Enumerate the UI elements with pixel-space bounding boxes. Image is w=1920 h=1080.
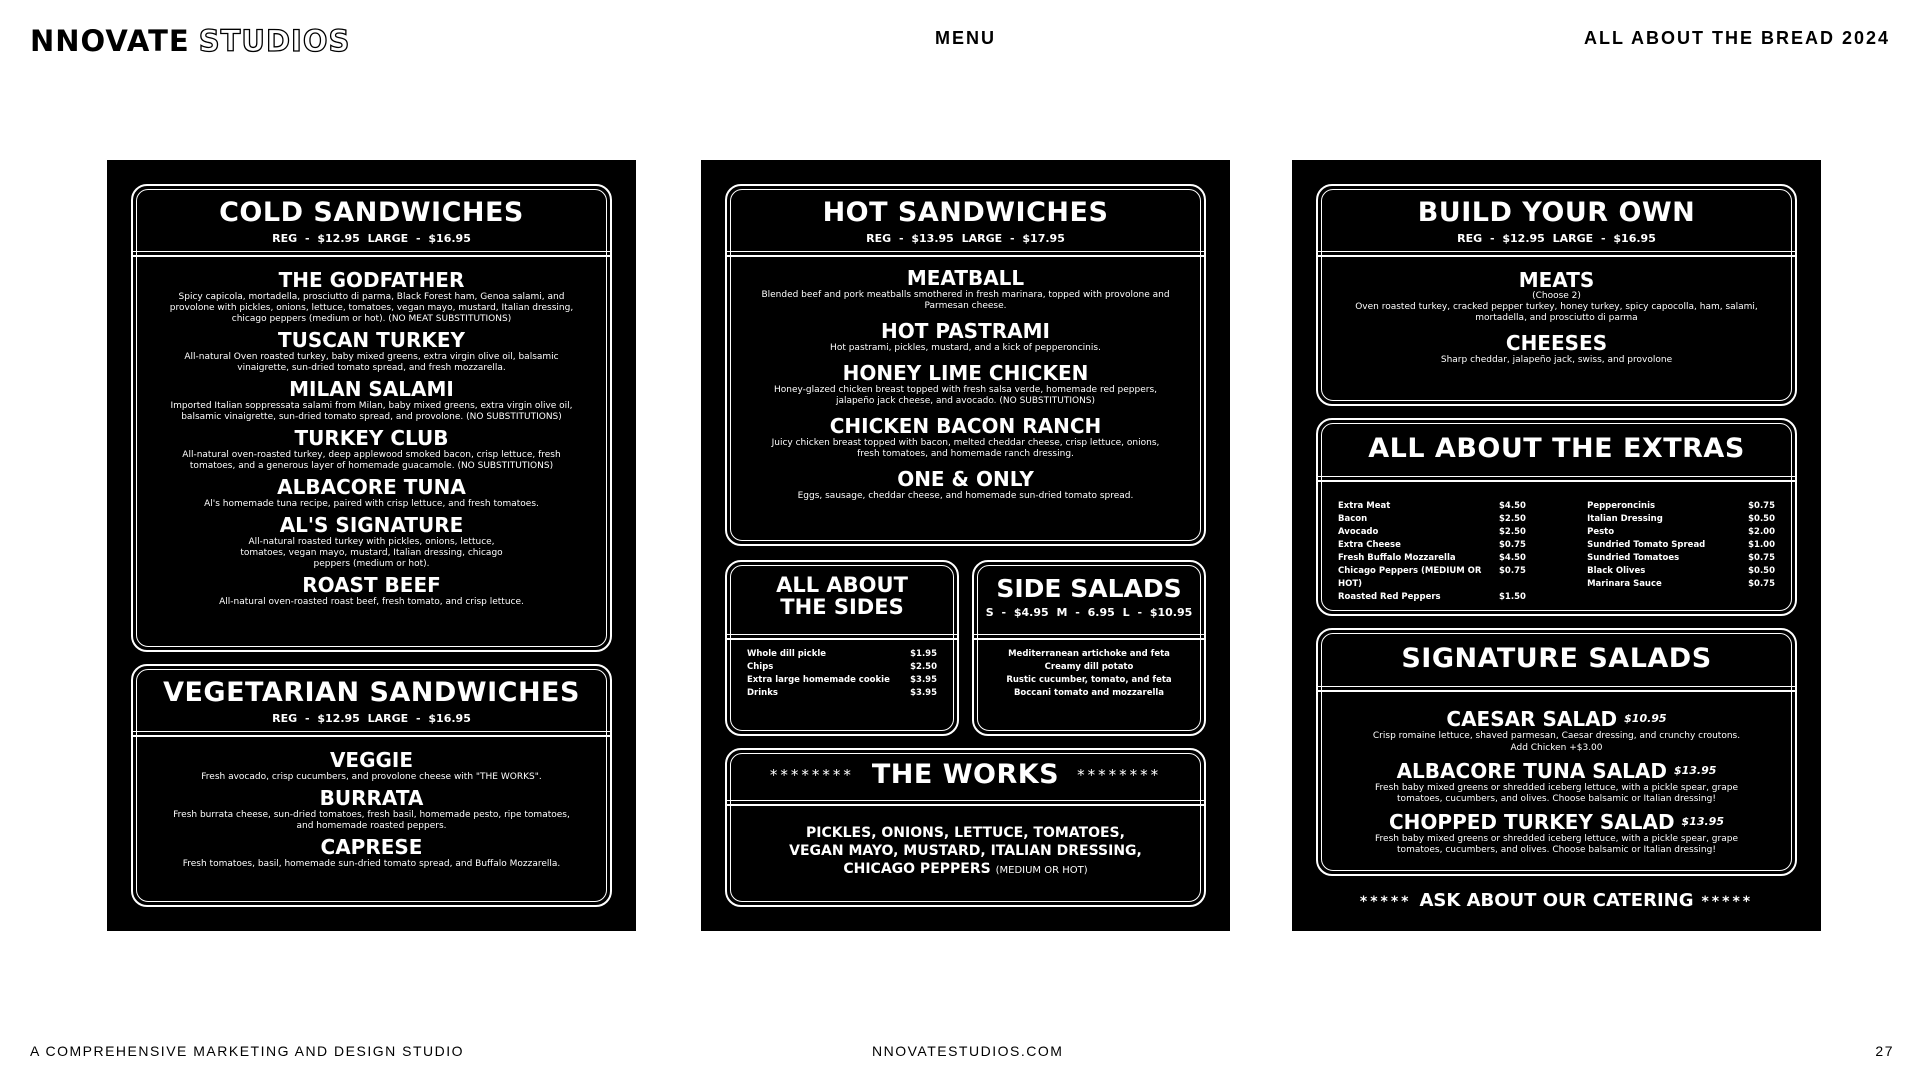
footer-website: NNOVATESTUDIOS.COM (872, 1043, 1064, 1059)
menu-item-name: ALBACORE TUNA SALAD $^{\$13.95}$ (1396, 759, 1717, 783)
section-title: BUILD YOUR OWN (1417, 197, 1696, 228)
menu-item-desc: Fresh tomatoes, basil, homemade sun-dried tomato spread, and Buffalo Mozzarella. (182, 859, 561, 869)
section-title: ALL ABOUT THE EXTRAS (1368, 433, 1745, 464)
menu-item-name: CHOPPED TURKEY SALAD $^{\$13.95}$ (1389, 810, 1724, 834)
menu-item-desc: Al's homemade tuna recipe, paired with crisp lettuce, and fresh tomatoes. (204, 499, 539, 509)
section-header (1318, 186, 1795, 257)
menu-item-desc: Fresh baby mixed greens or shredded iceberg lettuce, with a pickle spear, grape tomatoes, cucumbers, and olives. Choose balsamic or Italian dressing! (1375, 783, 1738, 804)
menu-item-note: (Choose 2) (1532, 291, 1581, 301)
side-salads-section (972, 560, 1206, 736)
menu-item-desc: Oven roasted turkey, cracked pepper turkey, honey turkey, spicy capocolla, ham, salami, mortadella, and prosciutto di parma (1355, 302, 1758, 323)
menu-item-name: CAESAR SALAD $^{\$10.95}$ (1446, 707, 1667, 731)
menu-item-desc: Blended beef and pork meatballs smothered in fresh marinara, topped with provolone and Parmesan cheese. (761, 290, 1170, 311)
menu-item-name: TUSCAN TURKEY (277, 328, 466, 352)
section-header (727, 750, 1204, 806)
section-header (133, 186, 610, 257)
section-header (1318, 630, 1795, 692)
studio-logo (30, 24, 350, 59)
page-number: 27 (1875, 1043, 1894, 1059)
extras-column-right (1587, 500, 1775, 604)
list-item: Boccani tomato and mozzarella (1013, 688, 1165, 698)
menu-item-name: HONEY LIME CHICKEN (842, 361, 1089, 385)
menu-item-name: MEATBALL (906, 266, 1025, 290)
stars-decoration: ***** (1701, 894, 1754, 910)
list-item: Creamy dill potato (1044, 662, 1134, 672)
section-price: REG - $12.95 LARGE - $16.95 (272, 232, 471, 245)
menu-item-desc: Fresh avocado, crisp cucumbers, and provolone cheese with "THE WORKS". (201, 772, 542, 782)
menu-item-desc: Juicy chicken breast topped with bacon, melted cheddar cheese, crisp lettuce, onions, fresh tomatoes, and homemade ranch dressing. (771, 438, 1160, 459)
section-price: REG - $12.95 LARGE - $16.95 (272, 712, 471, 725)
stars-decoration: ******** (769, 766, 854, 784)
list-item: Pesto $2.00 (1587, 527, 1775, 537)
list-item: Roasted Red Peppers $1.50 (1338, 592, 1526, 602)
works-line: PICKLES, ONIONS, LETTUCE, TOMATOES, (806, 825, 1125, 841)
section-title: VEGETARIAN SANDWICHES (163, 677, 580, 708)
section-title: COLD SANDWICHES (219, 197, 524, 228)
catering-banner (1292, 890, 1821, 911)
list-item: Sundried Tomato Spread $1.00 (1587, 540, 1775, 550)
list-item: Black Olives $0.50 (1587, 566, 1775, 576)
menu-board-hot (701, 160, 1230, 931)
section-header (133, 666, 610, 737)
build-your-own-section (1316, 184, 1797, 406)
menu-item-desc: Hot pastrami, pickles, mustard, and a kick of pepperoncinis. (830, 343, 1101, 353)
salad-price: $10.95 (1624, 712, 1667, 725)
menu-item-name: HOT PASTRAMI (881, 319, 1050, 343)
section-title: SIDE SALADS (996, 574, 1182, 603)
menu-item-desc: Crisp romaine lettuce, shaved parmesan, Caesar dressing, and crunchy croutons. (1372, 731, 1741, 741)
menu-item-name: ONE & ONLY (897, 467, 1034, 491)
salad-price: $13.95 (1673, 764, 1717, 777)
list-item: Mediterranean artichoke and feta (1008, 649, 1170, 659)
section-title-line2: THE SIDES (780, 595, 904, 619)
list-item: Italian Dressing $0.50 (1587, 514, 1775, 524)
menu-item-extra: Add Chicken +$3.00 (1510, 743, 1603, 753)
menu-item-name: CAPRESE (320, 835, 423, 859)
extras-price-list (1318, 482, 1795, 604)
menu-item-desc: Spicy capicola, mortadella, prosciutto di parma, Black Forest ham, Genoa salami, and provolone with pickles, onions, lettuce, tomatoes, vegan mayo, mustard, Italian dressing, chicago peppers (medium or hot). (NO MEAT SUBSTITUTIONS) (169, 292, 574, 324)
side-salads-list (974, 640, 1204, 700)
menu-item-desc: Eggs, sausage, cheddar cheese, and homemade sun-dried tomato spread. (797, 491, 1134, 501)
menu-item-desc: Imported Italian soppressata salami from Milan, baby mixed greens, extra virgin olive oil, balsamic vinaigrette, sun-dried tomato spread, and provolone. (NO SUBSTITUTIONS) (170, 401, 573, 422)
section-header (1318, 420, 1795, 482)
menu-board-build-extras (1292, 160, 1821, 931)
stars-decoration: ***** (1359, 894, 1412, 910)
menu-item-name: ROAST BEEF (302, 573, 441, 597)
list-item: Fresh Buffalo Mozzarella $4.50 (1338, 553, 1526, 563)
header-menu-label: MENU (935, 28, 996, 48)
item-list (1318, 257, 1795, 366)
salad-price: $13.95 (1681, 815, 1724, 828)
menu-item-desc: All-natural Oven roasted turkey, baby mixed greens, extra virgin olive oil, balsamic vinaigrette, sun-dried tomato spread, and fresh mozzarella. (184, 352, 559, 373)
menu-item-desc: Honey-glazed chicken breast topped with fresh salsa verde, homemade red peppers, jalapeño jack cheese, and avocado. (NO SUBSTITUTIONS) (773, 385, 1158, 406)
menu-item-desc: All-natural oven-roasted roast beef, fresh tomato, and crisp lettuce. (219, 597, 524, 607)
menu-item-desc: Fresh burrata cheese, sun-dried tomatoes, fresh basil, homemade pesto, ripe tomatoes, and homemade roasted peppers. (173, 810, 570, 831)
section-title: SIGNATURE SALADS (1401, 643, 1712, 674)
the-works-section (725, 748, 1206, 907)
section-header (727, 562, 957, 640)
menu-item-name: CHEESES (1505, 331, 1608, 355)
works-line: VEGAN MAYO, MUSTARD, ITALIAN DRESSING, (789, 843, 1142, 859)
all-about-the-extras-section (1316, 418, 1797, 616)
list-item: Marinara Sauce $0.75 (1587, 579, 1775, 589)
works-note: (MEDIUM OR HOT) (995, 865, 1088, 876)
list-item: Extra Meat $4.50 (1338, 501, 1526, 511)
catering-text: ASK ABOUT OUR CATERING (1419, 890, 1694, 911)
menu-item-name: MEATS (1518, 268, 1595, 292)
all-about-the-sides-section (725, 560, 959, 736)
section-header (727, 186, 1204, 257)
menu-item-desc: All-natural roasted turkey with pickles, onions, lettuce, tomatoes, vegan mayo, mustard, Italian dressing, chicago peppers (medium or hot). (240, 537, 503, 569)
menu-item-name: TURKEY CLUB (294, 426, 449, 450)
item-list (133, 737, 610, 870)
sides-price-list (727, 640, 957, 700)
menu-item-name: THE GODFATHER (278, 268, 465, 292)
list-item: Whole dill pickle $1.95 (747, 649, 937, 659)
footer-tagline: A COMPREHENSIVE MARKETING AND DESIGN STUDIO (30, 1043, 465, 1059)
vegetarian-sandwiches-section (131, 664, 612, 907)
header-title: ALL ABOUT THE BREAD 2024 (1583, 28, 1890, 48)
menu-item-name: ALBACORE TUNA (277, 475, 466, 499)
logo-outline-text: STUDIOS (198, 24, 351, 58)
list-item: Rustic cucumber, tomato, and feta (1006, 675, 1172, 685)
signature-salads-section (1316, 628, 1797, 876)
works-ingredients (727, 806, 1204, 880)
menu-item-desc: Sharp cheddar, jalapeño jack, swiss, and provolone (1440, 355, 1673, 365)
section-price: REG - $13.95 LARGE - $17.95 (866, 232, 1065, 245)
hot-sandwiches-section (725, 184, 1206, 546)
list-item: Avocado $2.50 (1338, 527, 1526, 537)
list-item: Sundried Tomatoes $0.75 (1587, 553, 1775, 563)
list-item: Bacon $2.50 (1338, 514, 1526, 524)
section-title: THE WORKS (871, 759, 1060, 790)
list-item: Chicago Peppers (MEDIUM OR HOT) $0.75 (1338, 566, 1526, 589)
menu-item-name: MILAN SALAMI (289, 377, 454, 401)
section-title: HOT SANDWICHES (822, 197, 1109, 228)
menu-board-cold-veg (107, 160, 636, 931)
list-item: Chips $2.50 (747, 662, 937, 672)
stars-decoration: ******** (1077, 766, 1162, 784)
list-item: Drinks $3.95 (747, 688, 937, 698)
list-item: Pepperoncinis $0.75 (1587, 501, 1775, 511)
item-list (1318, 692, 1795, 856)
extras-column-left (1338, 500, 1526, 604)
works-title-row (727, 750, 1204, 804)
list-item: Extra large homemade cookie $3.95 (747, 675, 937, 685)
logo-bold-text: NNOVATE (30, 24, 190, 58)
item-list (727, 257, 1204, 502)
list-item: Extra Cheese $0.75 (1338, 540, 1526, 550)
section-price: S - $4.95 M - 6.95 L - $10.95 (985, 606, 1193, 619)
cold-sandwiches-section (131, 184, 612, 652)
menu-item-desc: All-natural oven-roasted turkey, deep applewood smoked bacon, crisp lettuce, fresh tomatoes, and a generous layer of homemade guacamole. (NO SUBSTITUTIONS) (182, 450, 561, 471)
section-price: REG - $12.95 LARGE - $16.95 (1457, 232, 1656, 245)
menu-item-name: AL'S SIGNATURE (279, 513, 464, 537)
section-header (974, 562, 1204, 640)
menu-item-name: VEGGIE (329, 748, 414, 772)
menu-item-name: BURRATA (319, 786, 424, 810)
section-title-line1: ALL ABOUT (776, 573, 908, 597)
works-line: CHICAGO PEPPERS (843, 861, 991, 877)
menu-item-desc: Fresh baby mixed greens or shredded iceberg lettuce, with a pickle spear, grape tomatoes, cucumbers, and olives. Choose balsamic or Italian dressing! (1375, 834, 1738, 855)
menu-item-name: CHICKEN BACON RANCH (829, 414, 1102, 438)
item-list (133, 257, 610, 608)
